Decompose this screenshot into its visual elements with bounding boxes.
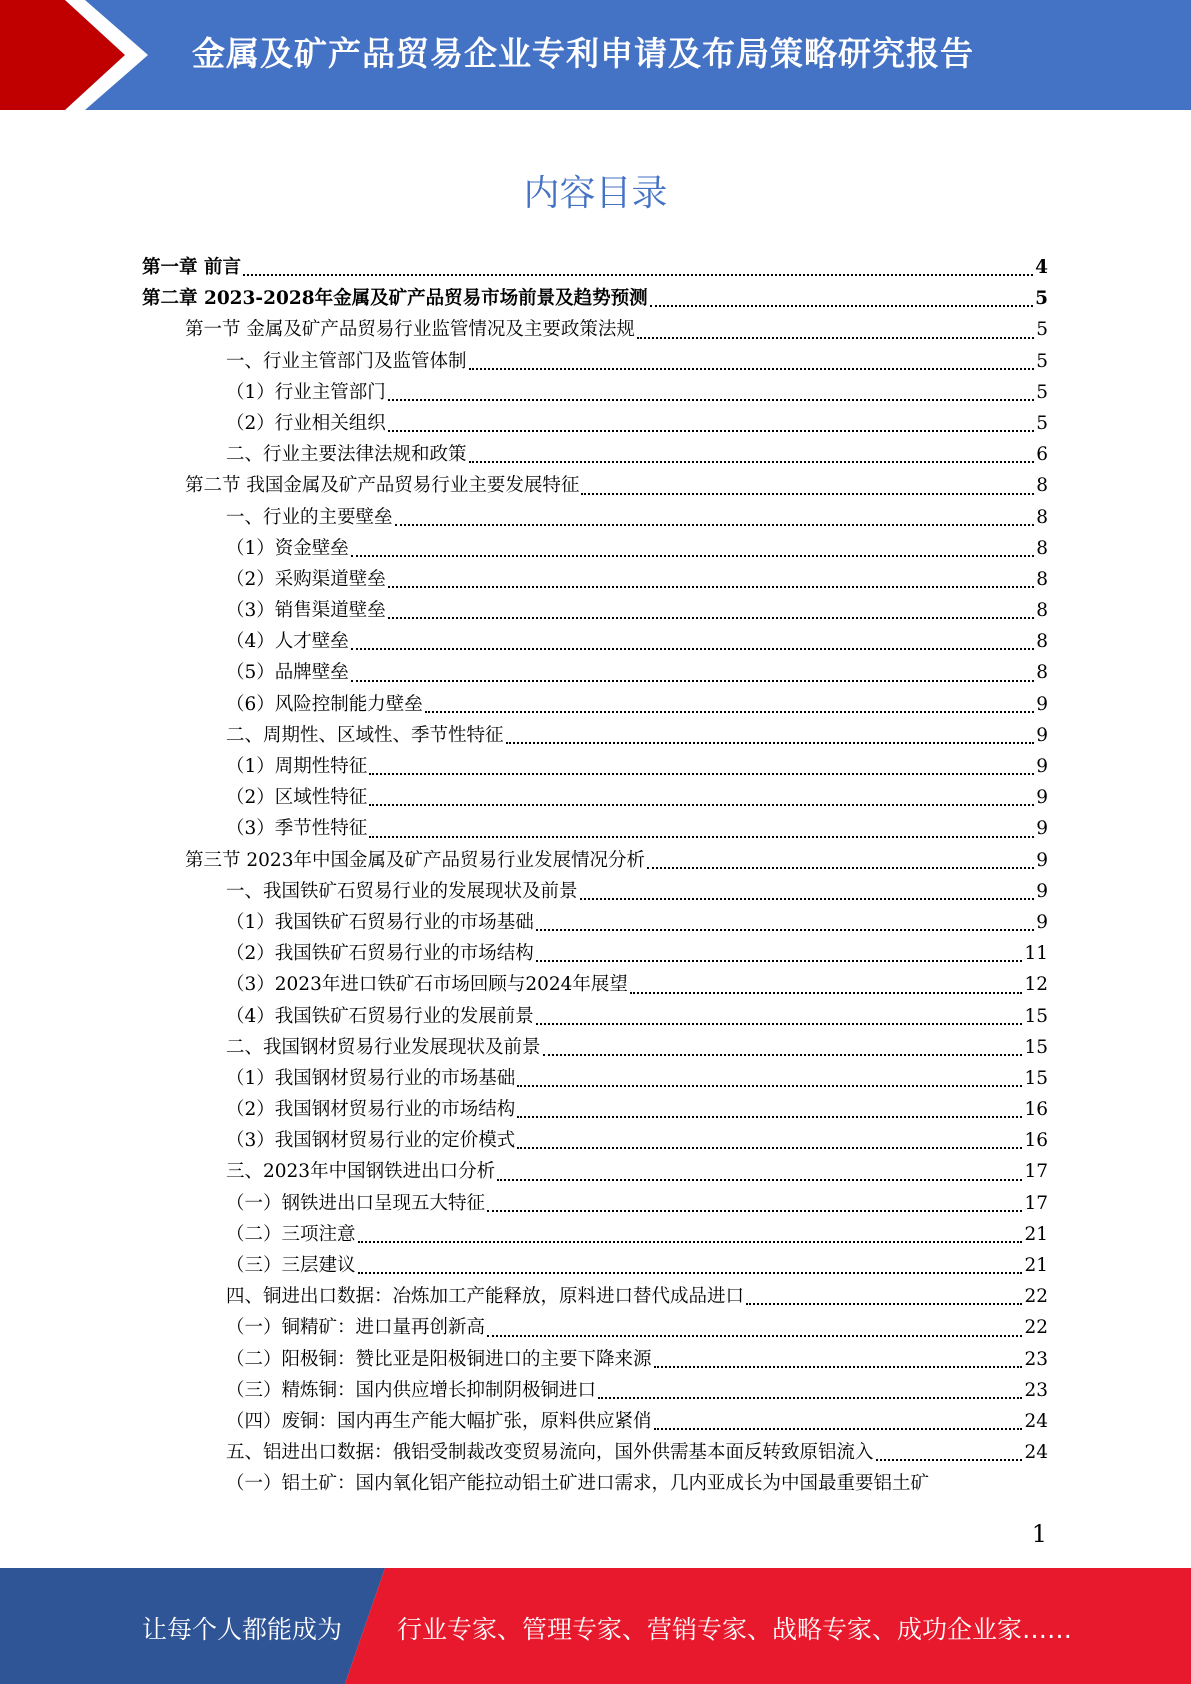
toc-entry-label: 二、行业主要法律法规和政策 xyxy=(226,444,467,466)
toc-entry[interactable] xyxy=(142,595,1048,626)
footer-banner xyxy=(0,1568,1191,1684)
toc-dot-leader xyxy=(654,1366,1023,1368)
toc-entry[interactable] xyxy=(142,626,1048,657)
toc-entry-label: 二、周期性、区域性、季节性特征 xyxy=(226,724,504,746)
toc-entry-page: 11 xyxy=(1024,943,1048,965)
toc-entry-label: （2）我国钢材贸易行业的市场结构 xyxy=(226,1099,516,1121)
footer-slogan-right: 行业专家、管理专家、营销专家、战略专家、成功企业家…… xyxy=(397,1615,1073,1644)
toc-entry-label: （一）铜精矿：进口量再创新高 xyxy=(226,1317,486,1339)
toc-dot-leader xyxy=(395,524,1035,526)
toc-entry[interactable] xyxy=(142,1001,1048,1032)
page-number: 1 xyxy=(1031,1520,1047,1548)
toc-entry[interactable] xyxy=(142,689,1048,720)
toc-entry-label: 第三节 2023年中国金属及矿产品贸易行业发展情况分析 xyxy=(185,849,645,871)
toc-entry-page: 4 xyxy=(1035,257,1048,278)
toc-entry-page: 5 xyxy=(1036,412,1048,434)
toc-dot-leader xyxy=(388,399,1034,401)
toc-dot-leader xyxy=(388,586,1034,588)
toc-entry-page: 8 xyxy=(1036,568,1048,590)
toc-entry[interactable] xyxy=(142,1281,1048,1312)
toc-entry-label: （1）周期性特征 xyxy=(226,756,368,777)
toc-entry-page: 21 xyxy=(1024,1255,1048,1276)
toc-entry[interactable] xyxy=(142,252,1048,283)
toc-entry-page: 8 xyxy=(1036,600,1048,622)
toc-entry-page: 24 xyxy=(1024,1410,1048,1432)
toc-entry-label: （6）风险控制能力壁垒 xyxy=(226,693,423,715)
toc-entry-label: （3）季节性特征 xyxy=(226,818,368,840)
toc-entry-label: 一、行业的主要壁垒 xyxy=(226,506,393,528)
toc-dot-leader xyxy=(647,867,1034,869)
toc-entry-page: 15 xyxy=(1024,1067,1048,1089)
toc-entry[interactable] xyxy=(142,907,1048,938)
toc-entry-label: （2）行业相关组织 xyxy=(226,412,386,434)
toc-dot-leader xyxy=(487,1210,1022,1212)
toc-dot-leader xyxy=(358,1241,1023,1243)
toc-dot-leader xyxy=(506,742,1035,744)
toc-entry[interactable] xyxy=(142,1437,1048,1468)
toc-entry[interactable] xyxy=(142,1375,1048,1406)
toc-entry-label: （一）铝土矿：国内氧化铝产能拉动铝土矿进口需求，几内亚成长为中国最重要铝土矿 xyxy=(226,1473,930,1495)
toc-entry[interactable] xyxy=(142,969,1048,1000)
toc-entry[interactable] xyxy=(142,782,1048,813)
toc-entry[interactable] xyxy=(142,1156,1048,1187)
toc-dot-leader xyxy=(580,898,1035,900)
toc-entry-label: （1）我国铁矿石贸易行业的市场基础 xyxy=(226,911,534,933)
toc-entry-label: （3）销售渠道壁垒 xyxy=(226,600,386,622)
toc-entry-page: 5 xyxy=(1036,319,1048,341)
toc-dot-leader xyxy=(469,368,1035,370)
toc-dot-leader xyxy=(654,1428,1023,1430)
toc-entry-label: 二、我国钢材贸易行业发展现状及前景 xyxy=(226,1036,541,1058)
toc-dot-leader xyxy=(358,1272,1023,1274)
toc-entry-page: 9 xyxy=(1036,693,1048,715)
toc-entry[interactable] xyxy=(142,346,1048,377)
toc-entry[interactable] xyxy=(142,564,1048,595)
toc-entry-label: （三）精炼铜：国内供应增长抑制阴极铜进口 xyxy=(226,1379,597,1401)
toc-entry-label: 第一章 前言 xyxy=(142,257,241,278)
toc-entry-label: （4）我国铁矿石贸易行业的发展前景 xyxy=(226,1005,534,1027)
toc-dot-leader xyxy=(351,648,1034,650)
toc-dot-leader xyxy=(351,555,1034,557)
toc-entry-label: （2）我国铁矿石贸易行业的市场结构 xyxy=(226,943,534,965)
toc-entry-label: （1）我国钢材贸易行业的市场基础 xyxy=(226,1067,516,1089)
toc-entry-page: 16 xyxy=(1024,1130,1048,1152)
toc-dot-leader xyxy=(369,773,1034,775)
toc-dot-leader xyxy=(388,430,1034,432)
toc-dot-leader xyxy=(369,836,1034,838)
toc-dot-leader xyxy=(581,493,1034,495)
toc-entry[interactable] xyxy=(142,1063,1048,1094)
toc-entry[interactable] xyxy=(142,1312,1048,1343)
toc-entry[interactable] xyxy=(142,377,1048,408)
toc-entry[interactable] xyxy=(142,1250,1048,1281)
toc-entry[interactable] xyxy=(142,657,1048,688)
toc-dot-leader xyxy=(637,337,1034,339)
toc-entry-page: 5 xyxy=(1036,381,1048,403)
toc-entry-page: 9 xyxy=(1036,787,1048,809)
toc-entry[interactable] xyxy=(142,502,1048,533)
toc-entry-label: （二）阳极铜：赞比亚是阳极铜进口的主要下降来源 xyxy=(226,1348,652,1370)
toc-entry[interactable] xyxy=(142,1344,1048,1375)
toc-entry-page: 24 xyxy=(1024,1442,1048,1464)
toc-entry[interactable] xyxy=(142,938,1048,969)
toc-entry-label: 五、铝进出口数据：俄铝受制裁改变贸易流向，国外供需基本面反转致原铝流入 xyxy=(226,1442,874,1464)
toc-entry-label: 一、行业主管部门及监管体制 xyxy=(226,350,467,372)
toc-entry-page: 21 xyxy=(1024,1223,1048,1245)
toc-dot-leader xyxy=(243,274,1033,276)
toc-entry-label: （2）区域性特征 xyxy=(226,787,368,809)
toc-entry-label: （3）我国钢材贸易行业的定价模式 xyxy=(226,1130,516,1152)
toc-entry[interactable] xyxy=(142,1094,1048,1125)
toc-entry-page: 22 xyxy=(1024,1317,1048,1339)
toc-entry-label: 第二章 2023-2028年金属及矿产品贸易市场前景及趋势预测 xyxy=(142,288,648,310)
toc-entry-page: 15 xyxy=(1024,1005,1048,1027)
toc-entry-page: 8 xyxy=(1036,631,1048,653)
toc-dot-leader xyxy=(351,680,1034,682)
toc-entry[interactable] xyxy=(142,408,1048,439)
toc-dot-leader xyxy=(517,1147,1022,1149)
toc-dot-leader xyxy=(425,711,1034,713)
toc-entry-label: 第二节 我国金属及矿产品贸易行业主要发展特征 xyxy=(185,475,580,497)
toc-dot-leader xyxy=(517,1085,1022,1087)
toc-entry[interactable] xyxy=(142,283,1048,314)
toc-entry[interactable] xyxy=(142,1032,1048,1063)
toc-entry[interactable] xyxy=(142,1219,1048,1250)
toc-entry-label: （1）行业主管部门 xyxy=(226,381,386,403)
toc-entry-page: 15 xyxy=(1024,1036,1048,1058)
toc-dot-leader xyxy=(517,1116,1022,1118)
toc-entry-page: 9 xyxy=(1036,911,1048,933)
toc-entry-page: 8 xyxy=(1036,506,1048,528)
toc-entry[interactable] xyxy=(142,720,1048,751)
toc-entry-label: （4）人才壁垒 xyxy=(226,631,349,653)
toc-dot-leader xyxy=(746,1303,1022,1305)
toc-entry-page: 16 xyxy=(1024,1099,1048,1121)
toc-dot-leader xyxy=(598,1397,1022,1399)
footer-slogan-left: 让每个人都能成为 xyxy=(142,1615,343,1644)
toc-entry-label: （四）废铜：国内再生产能大幅扩张，原料供应紧俏 xyxy=(226,1410,652,1432)
toc-dot-leader xyxy=(536,960,1023,962)
toc-dot-leader xyxy=(536,929,1034,931)
toc-dot-leader xyxy=(543,1054,1023,1056)
toc-entry-page: 9 xyxy=(1036,849,1048,871)
toc-entry[interactable] xyxy=(142,470,1048,501)
toc-entry-page: 6 xyxy=(1036,444,1048,466)
toc-entry-label: 一、我国铁矿石贸易行业的发展现状及前景 xyxy=(226,880,578,902)
toc-entry[interactable] xyxy=(142,751,1048,782)
toc-entry-label: 四、铜进出口数据：冶炼加工产能释放，原料进口替代成品进口 xyxy=(226,1286,745,1308)
toc-entry[interactable] xyxy=(142,845,1048,876)
toc-entry-page: 9 xyxy=(1036,880,1048,902)
toc-entry[interactable] xyxy=(142,1125,1048,1156)
toc-entry-page: 22 xyxy=(1024,1286,1048,1308)
toc-entry-label: （2）采购渠道壁垒 xyxy=(226,568,386,590)
header-banner xyxy=(0,0,1191,110)
report-title: 金属及矿产品贸易企业专利申请及布局策略研究报告 xyxy=(192,34,974,73)
toc-entry-page: 9 xyxy=(1036,756,1048,777)
toc-entry-page: 8 xyxy=(1036,537,1048,559)
toc-entry-page: 5 xyxy=(1036,350,1048,372)
toc-entry-label: （三）三层建议 xyxy=(226,1255,356,1276)
toc-entry-label: （一）钢铁进出口呈现五大特征 xyxy=(226,1192,486,1214)
toc-entry-page: 23 xyxy=(1024,1379,1048,1401)
toc-entry-label: 三、2023年中国钢铁进出口分析 xyxy=(226,1161,496,1183)
table-of-contents xyxy=(142,252,1048,1500)
toc-dot-leader xyxy=(536,1023,1023,1025)
toc-dot-leader xyxy=(497,1179,1022,1181)
toc-entry[interactable] xyxy=(142,314,1048,345)
toc-entry-page: 5 xyxy=(1035,288,1048,310)
toc-entry-page: 17 xyxy=(1024,1161,1048,1183)
toc-entry[interactable] xyxy=(142,1406,1048,1437)
toc-entry-page: 12 xyxy=(1024,974,1048,996)
toc-entry[interactable] xyxy=(142,1468,1048,1499)
toc-entry-label: 第一节 金属及矿产品贸易行业监管情况及主要政策法规 xyxy=(185,319,635,341)
toc-entry-label: （1）资金壁垒 xyxy=(226,537,349,559)
toc-entry[interactable] xyxy=(142,813,1048,844)
toc-entry-label: （3）2023年进口铁矿石市场回顾与2024年展望 xyxy=(226,974,628,996)
toc-entry-label: （二）三项注意 xyxy=(226,1223,356,1245)
toc-dot-leader xyxy=(469,461,1035,463)
toc-dot-leader xyxy=(630,992,1023,994)
toc-entry-page: 9 xyxy=(1036,724,1048,746)
toc-dot-leader xyxy=(487,1335,1022,1337)
toc-entry-page: 8 xyxy=(1036,475,1048,497)
toc-entry-label: （5）品牌壁垒 xyxy=(226,662,349,684)
toc-heading: 内容目录 xyxy=(523,173,668,214)
toc-entry-page: 8 xyxy=(1036,662,1048,684)
toc-entry[interactable] xyxy=(142,439,1048,470)
toc-entry-page: 23 xyxy=(1024,1348,1048,1370)
toc-entry-page: 9 xyxy=(1036,818,1048,840)
toc-dot-leader xyxy=(650,305,1034,307)
toc-entry[interactable] xyxy=(142,533,1048,564)
toc-entry[interactable] xyxy=(142,1188,1048,1219)
toc-entry-page: 17 xyxy=(1024,1192,1048,1214)
toc-dot-leader xyxy=(876,1459,1023,1461)
toc-entry[interactable] xyxy=(142,876,1048,907)
toc-dot-leader xyxy=(369,804,1034,806)
toc-dot-leader xyxy=(388,617,1034,619)
